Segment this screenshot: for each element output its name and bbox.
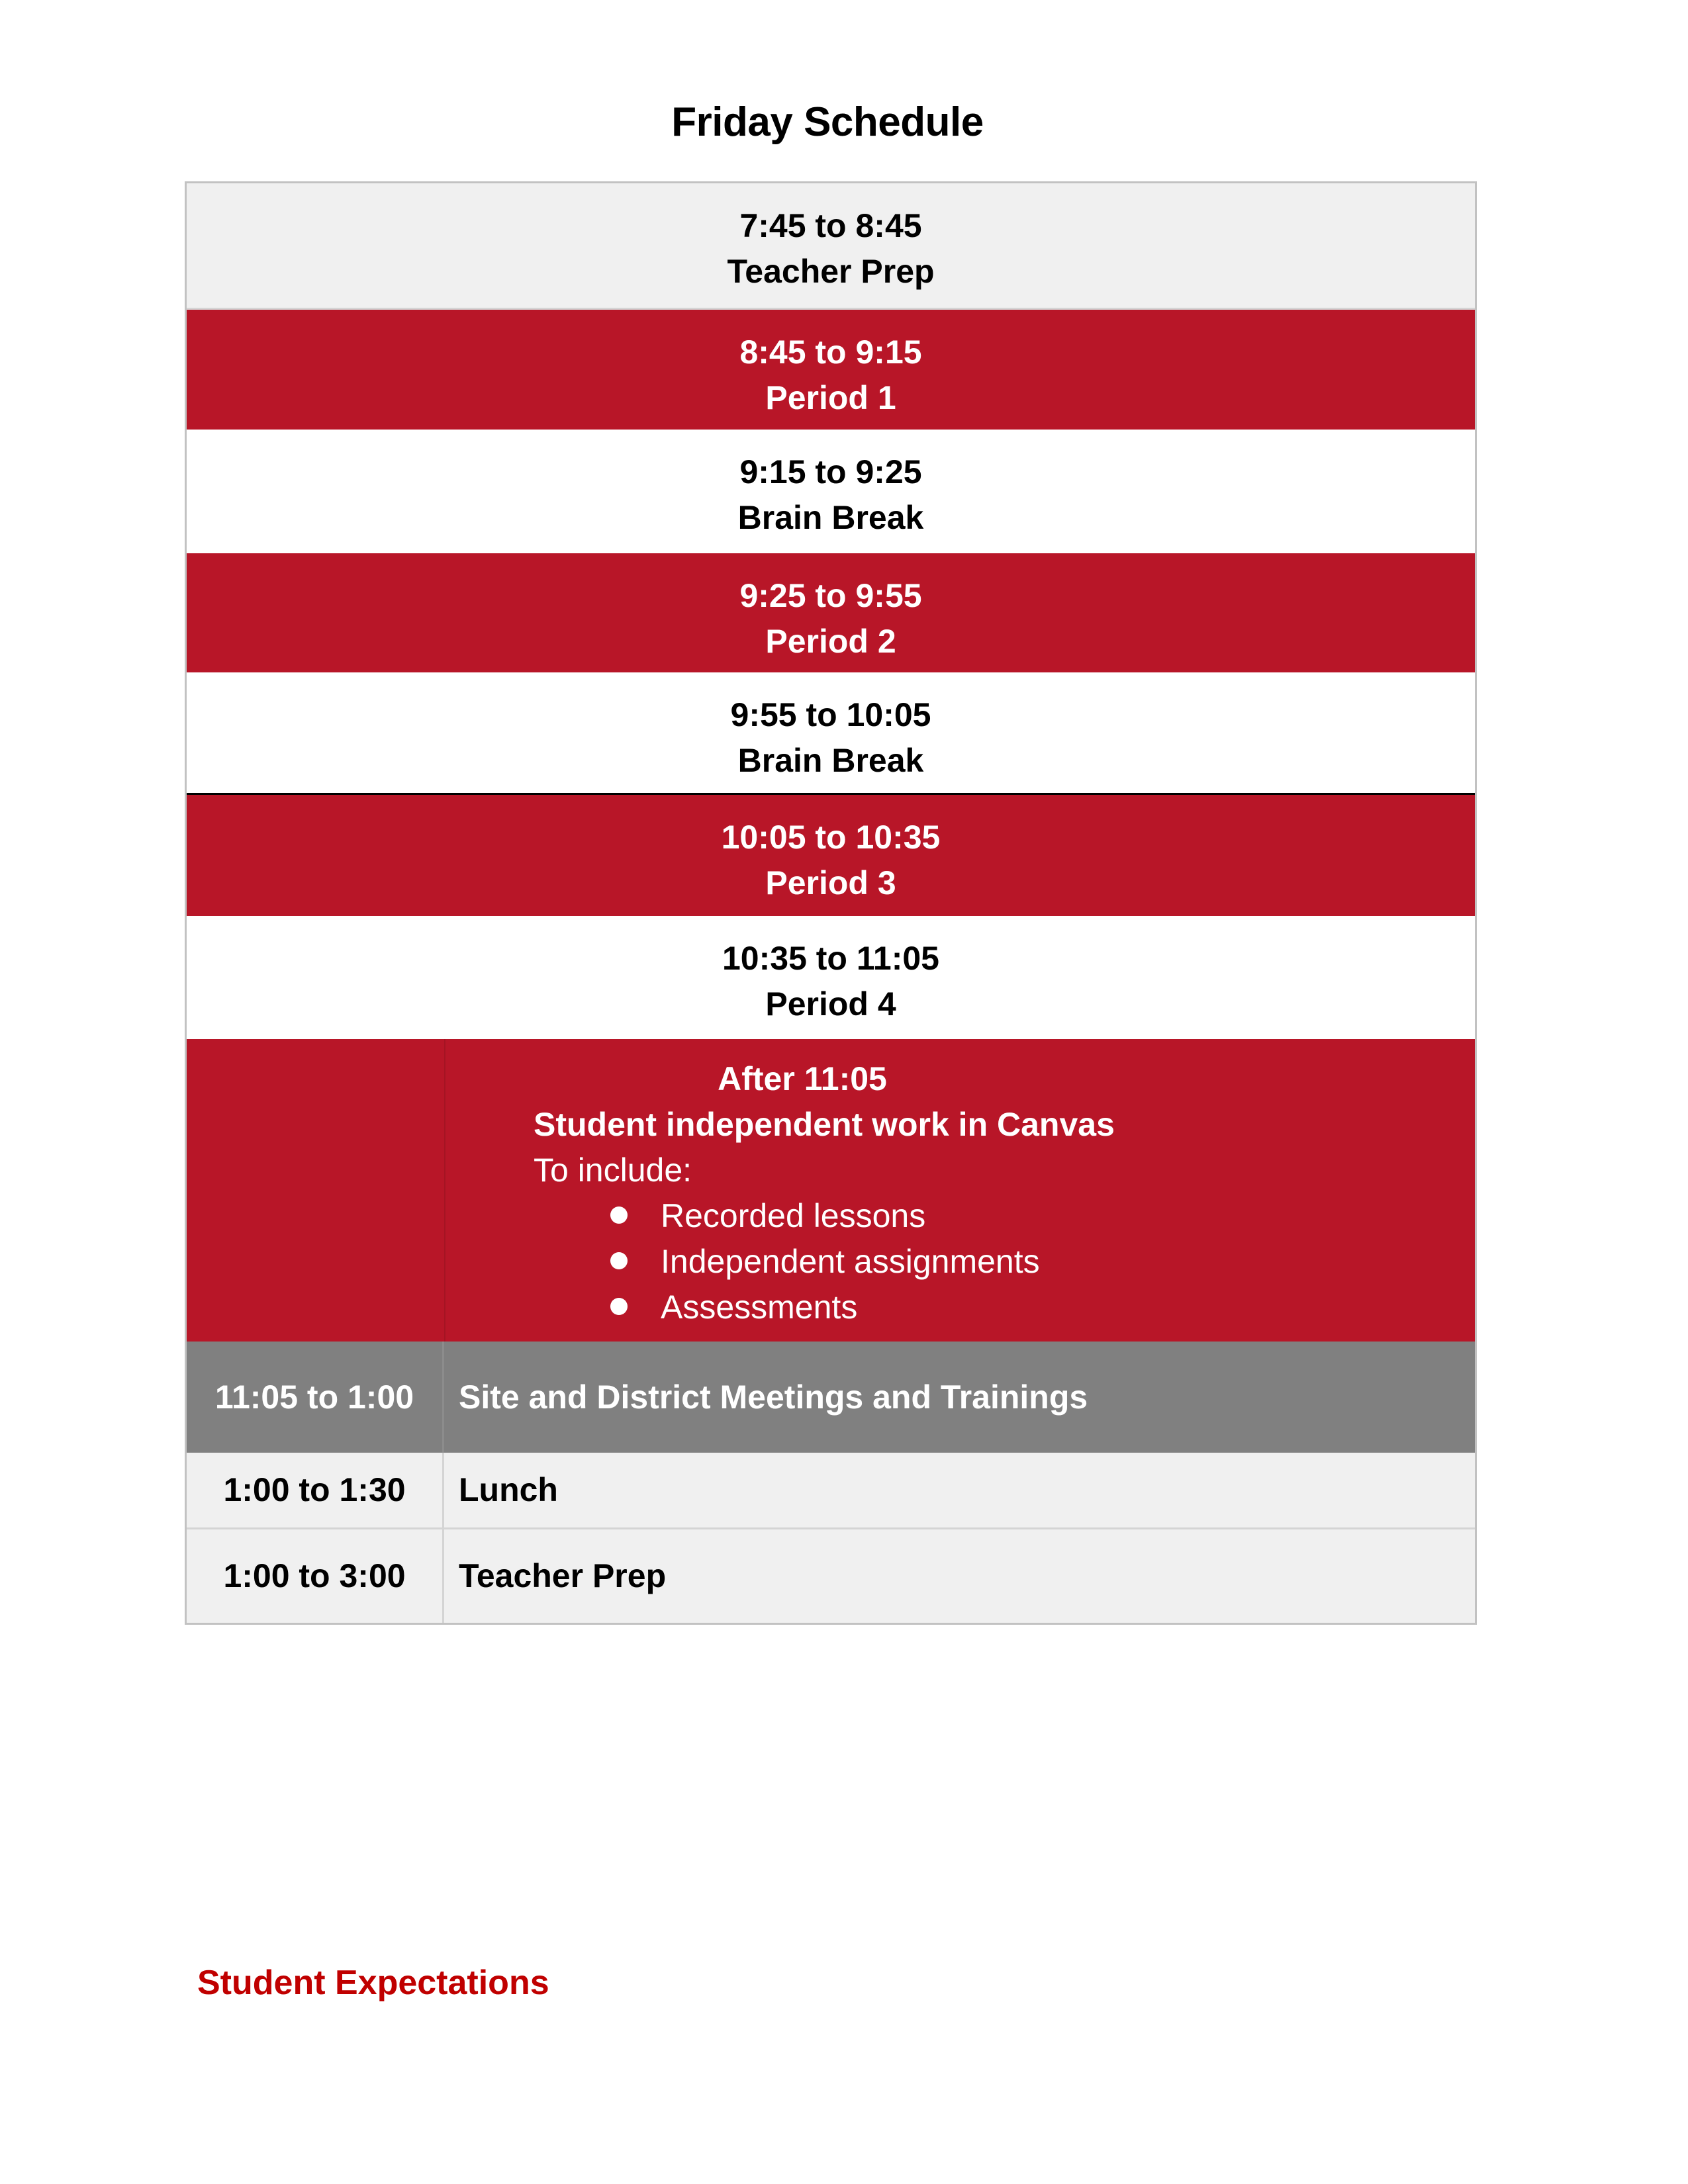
schedule-row-brain-break-2 bbox=[187, 672, 1475, 795]
schedule-row-meetings bbox=[187, 1342, 1475, 1453]
bullet-icon bbox=[610, 1206, 628, 1224]
row-label: Teacher Prep bbox=[459, 1557, 667, 1594]
list-item-label: Recorded lessons bbox=[661, 1197, 926, 1234]
row-time: 1:00 to 1:30 bbox=[187, 1453, 444, 1527]
schedule-row-period-4 bbox=[187, 916, 1475, 1039]
list-item-label: Assessments bbox=[661, 1289, 858, 1326]
row-label: Period 1 bbox=[765, 379, 896, 416]
section-heading-student-expectations: Student Expectations bbox=[197, 1964, 549, 2002]
row-label: Brain Break bbox=[737, 742, 924, 779]
after-list bbox=[610, 1193, 1040, 1330]
row-time: 1:00 to 3:00 bbox=[187, 1529, 444, 1623]
row-label: Site and District Meetings and Trainings bbox=[459, 1378, 1088, 1416]
schedule-row-teacher-prep-afternoon bbox=[187, 1529, 1475, 1623]
row-label: Teacher Prep bbox=[727, 253, 935, 290]
row-time: 9:15 to 9:25 bbox=[739, 453, 922, 490]
schedule-row-period-1 bbox=[187, 310, 1475, 430]
row-time: 11:05 to 1:00 bbox=[187, 1342, 444, 1453]
list-item bbox=[610, 1193, 1040, 1239]
row-time: 9:55 to 10:05 bbox=[730, 696, 931, 733]
list-item bbox=[610, 1239, 1040, 1285]
schedule-row-teacher-prep bbox=[187, 183, 1475, 310]
row-time: 7:45 to 8:45 bbox=[739, 207, 922, 244]
schedule-row-lunch bbox=[187, 1453, 1475, 1529]
row-label: Period 4 bbox=[765, 985, 896, 1023]
list-item-label: Independent assignments bbox=[661, 1243, 1040, 1280]
row-label: Period 2 bbox=[765, 623, 896, 660]
schedule-row-period-3 bbox=[187, 795, 1475, 916]
row-label: Brain Break bbox=[737, 499, 924, 536]
after-intro: To include: bbox=[534, 1152, 692, 1189]
row-time: 9:25 to 9:55 bbox=[739, 577, 922, 614]
schedule-row-after bbox=[187, 1039, 1475, 1342]
schedule-table bbox=[185, 181, 1477, 1625]
after-subtitle: Student independent work in Canvas bbox=[534, 1106, 1115, 1143]
list-item bbox=[610, 1285, 1040, 1330]
after-time: After 11:05 bbox=[718, 1060, 887, 1097]
page-title: Friday Schedule bbox=[671, 99, 984, 145]
schedule-row-brain-break-1 bbox=[187, 430, 1475, 553]
row-time: 8:45 to 9:15 bbox=[739, 334, 922, 371]
bullet-icon bbox=[610, 1252, 628, 1269]
bullet-icon bbox=[610, 1298, 628, 1315]
row-time: 10:35 to 11:05 bbox=[722, 940, 939, 977]
schedule-row-period-2 bbox=[187, 553, 1475, 672]
row-label: Period 3 bbox=[765, 864, 896, 901]
row-label: Lunch bbox=[459, 1471, 558, 1508]
row-time: 10:05 to 10:35 bbox=[721, 819, 941, 856]
